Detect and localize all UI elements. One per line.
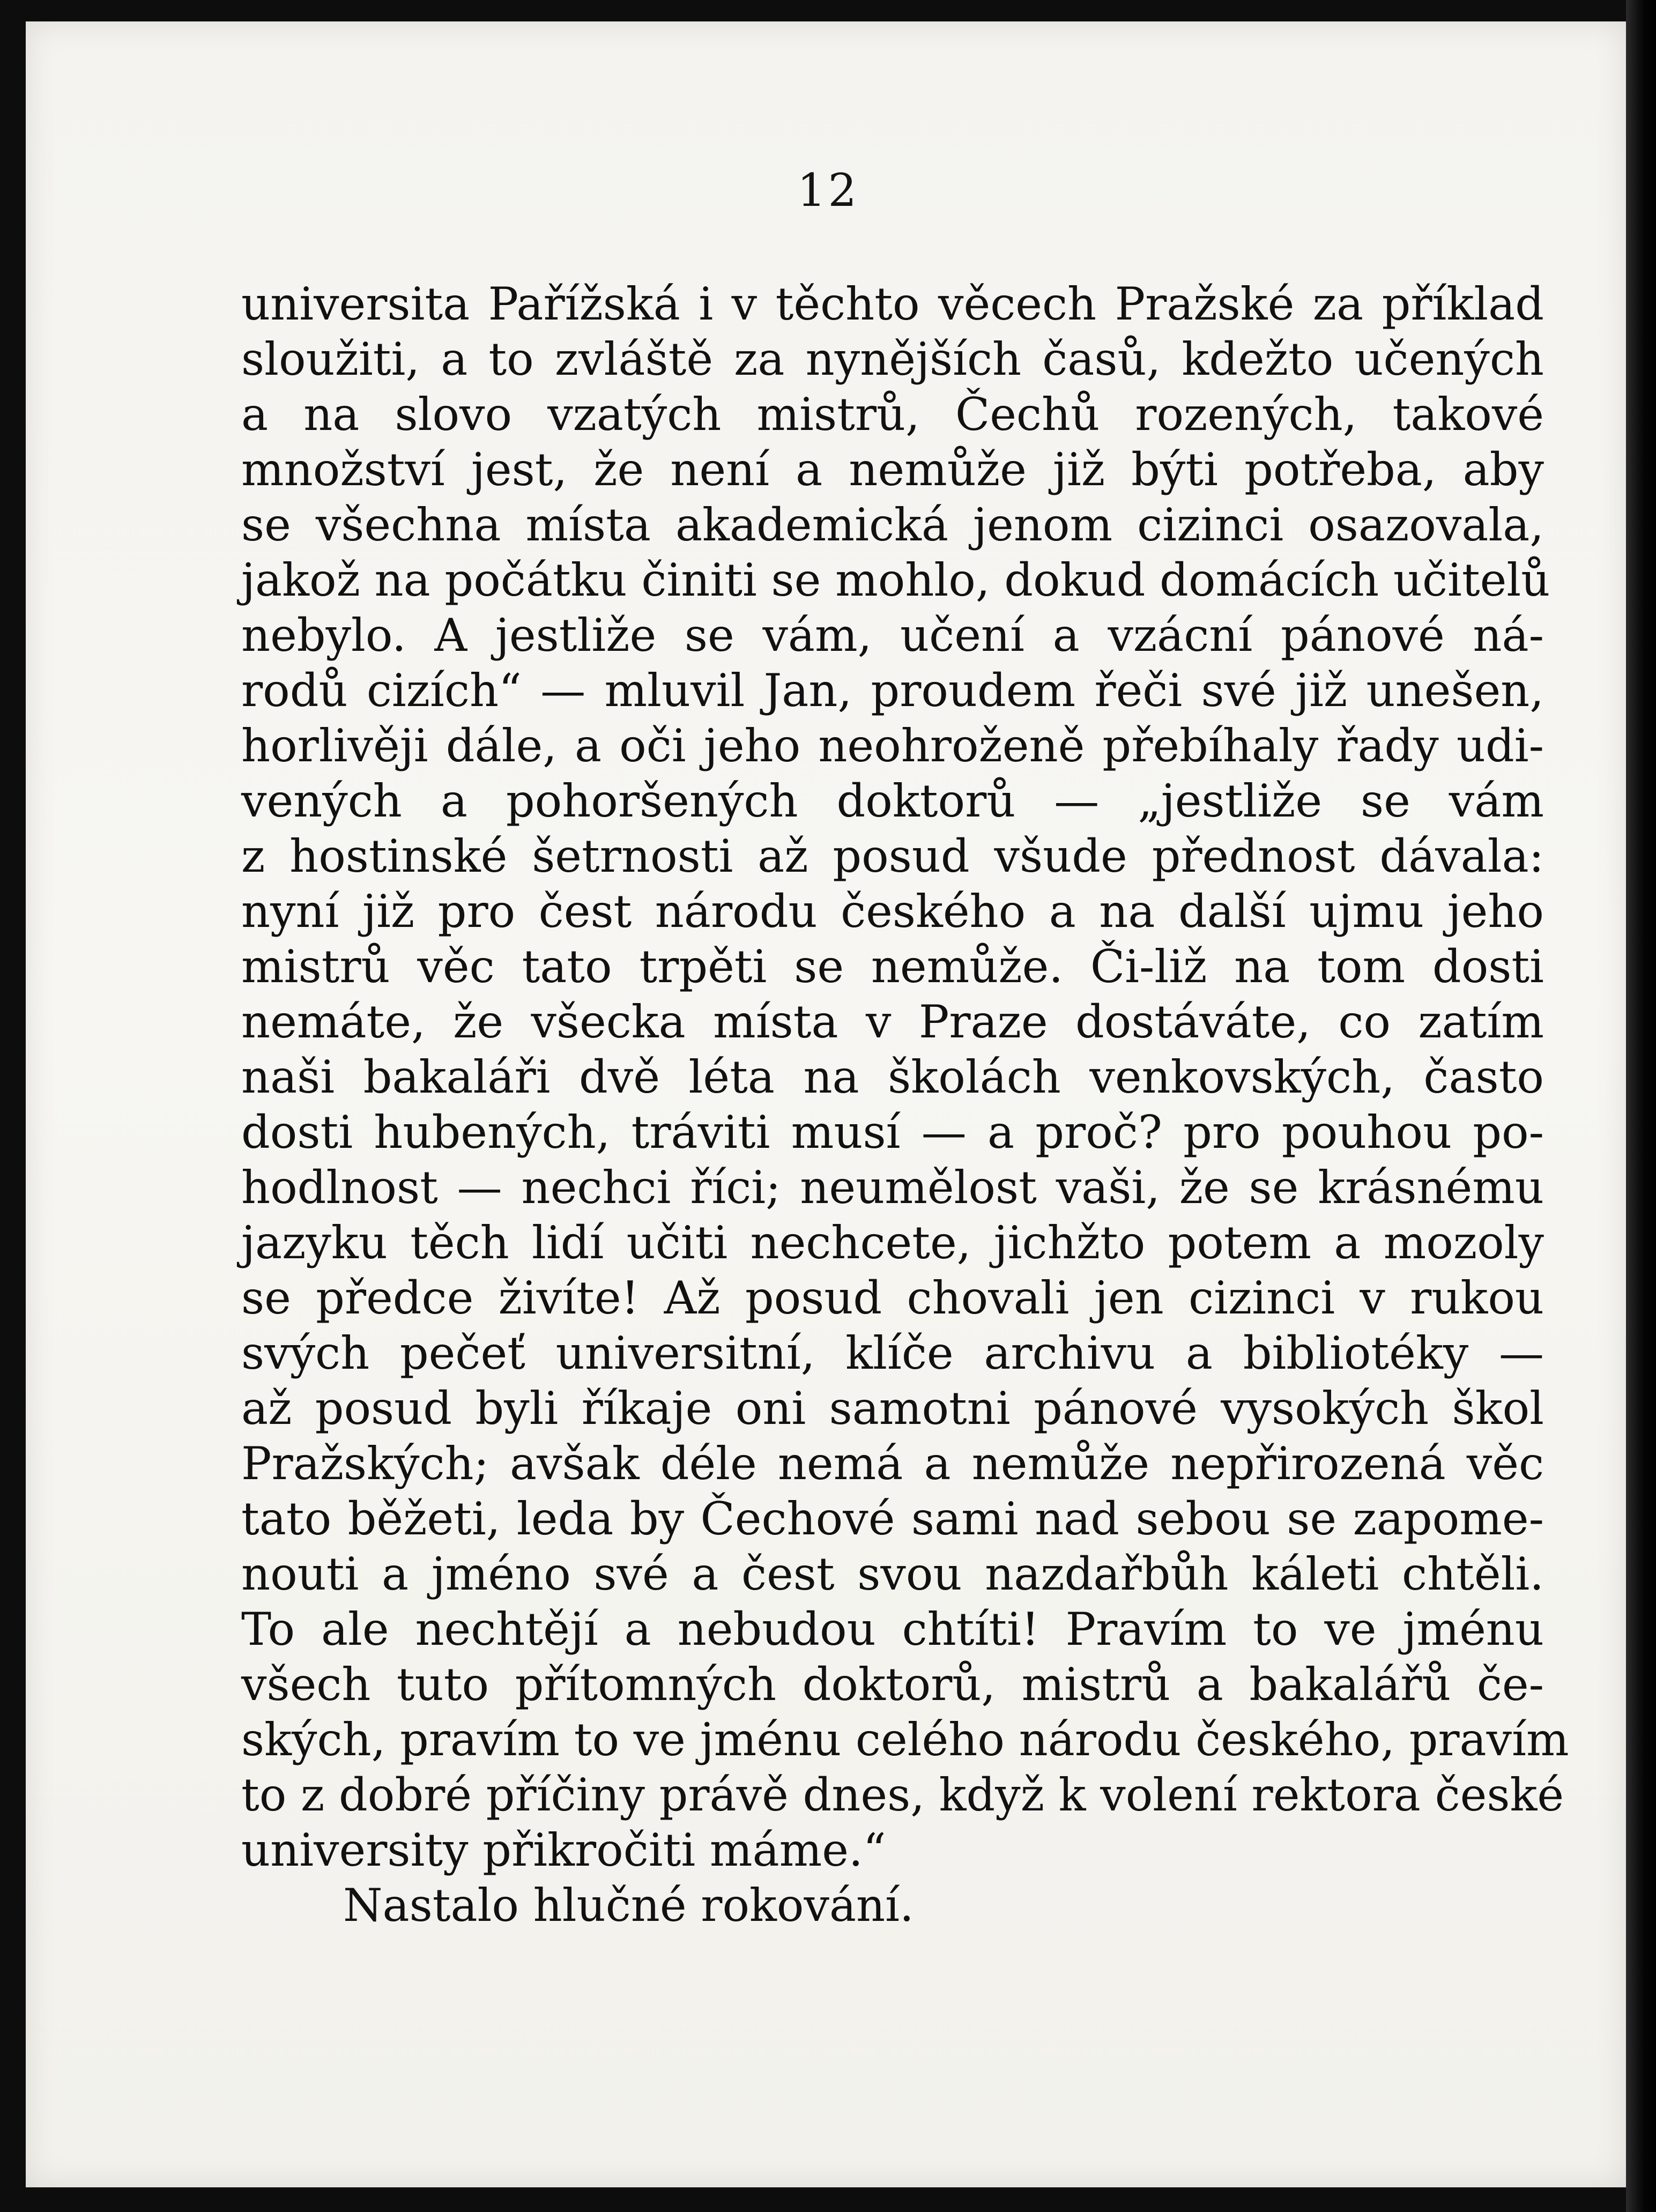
text-line: se předce živíte! Až posud chovali jen cizinci v rukou	[241, 1272, 1544, 1324]
text-line: a na slovo vzatých mistrů, Čechů rozených, takové	[241, 388, 1544, 441]
text-line: hodlnost — nechci říci; neumělost vaši, že se krásnému	[241, 1161, 1544, 1214]
text-line: mistrů věc tato trpěti se nemůže. Či-liž na tom dosti	[241, 940, 1544, 993]
text-line: Pražských; avšak déle nemá a nemůže nepřirozená věc	[241, 1437, 1544, 1490]
text-line: nemáte, že všecka místa v Praze dostáváte, co zatím	[241, 996, 1544, 1048]
text-line: To ale nechtějí a nebudou chtíti! Pravím to ve jménu	[241, 1603, 1544, 1656]
text-line: vených a pohoršených doktorů — „jestliže se vám	[241, 775, 1544, 827]
text-line: se všechna místa akademická jenom cizinci osazovala,	[241, 499, 1544, 551]
text-line: jazyku těch lidí učiti nechcete, jichžto potem a mozoly	[241, 1216, 1544, 1269]
text-line: rodů cizích“ — mluvil Jan, proudem řeči své již unešen,	[241, 664, 1544, 717]
text-line: dosti hubených, tráviti musí — a proč? pro pouhou po-	[241, 1106, 1544, 1159]
text-line: universita Pařížská i v těchto věcech Pražské za příklad	[241, 278, 1544, 330]
text-line: až posud byli říkaje oni samotni pánové vysokých škol	[241, 1382, 1544, 1435]
text-line: tato běžeti, leda by Čechové sami nad sebou se zapome-	[241, 1493, 1544, 1545]
text-line: ských, pravím to ve jménu celého národu českého, pravím	[241, 1713, 1569, 1766]
page-number: 12	[797, 164, 859, 217]
text-line: horlivěji dále, a oči jeho neohroženě přebíhaly řady udi-	[241, 719, 1544, 772]
text-line: nyní již pro čest národu českého a na další ujmu jeho	[241, 885, 1544, 938]
text-line: naši bakaláři dvě léta na školách venkovských, často	[241, 1051, 1544, 1103]
paragraph-line: Nastalo hlučné rokování.	[343, 1879, 914, 1932]
body-text	[241, 277, 1569, 1933]
text-line: všech tuto přítomných doktorů, mistrů a bakalářů če-	[241, 1658, 1544, 1711]
text-line: svých pečeť universitní, klíče archivu a bibliotéky —	[241, 1327, 1544, 1379]
text-line: z hostinské šetrnosti až posud všude přednost dávala:	[241, 830, 1544, 882]
text-line: jakož na počátku činiti se mohlo, dokud domácích učitelů	[241, 554, 1550, 606]
text-line: sloužiti, a to zvláště za nynějších časů, kdežto učených	[241, 333, 1544, 385]
text-line: to z dobré příčiny právě dnes, když k volení rektora české	[241, 1769, 1564, 1821]
text-line: nebylo. A jestliže se vám, učení a vzácní pánové ná-	[241, 609, 1544, 662]
text-line: množství jest, že není a nemůže již býti potřeba, aby	[241, 443, 1544, 496]
page-edge-shadow	[1626, 0, 1656, 2212]
text-line: nouti a jméno své a čest svou nazdařbůh káleti chtěli.	[241, 1548, 1544, 1600]
text-line: university přikročiti máme.“	[241, 1824, 886, 1876]
